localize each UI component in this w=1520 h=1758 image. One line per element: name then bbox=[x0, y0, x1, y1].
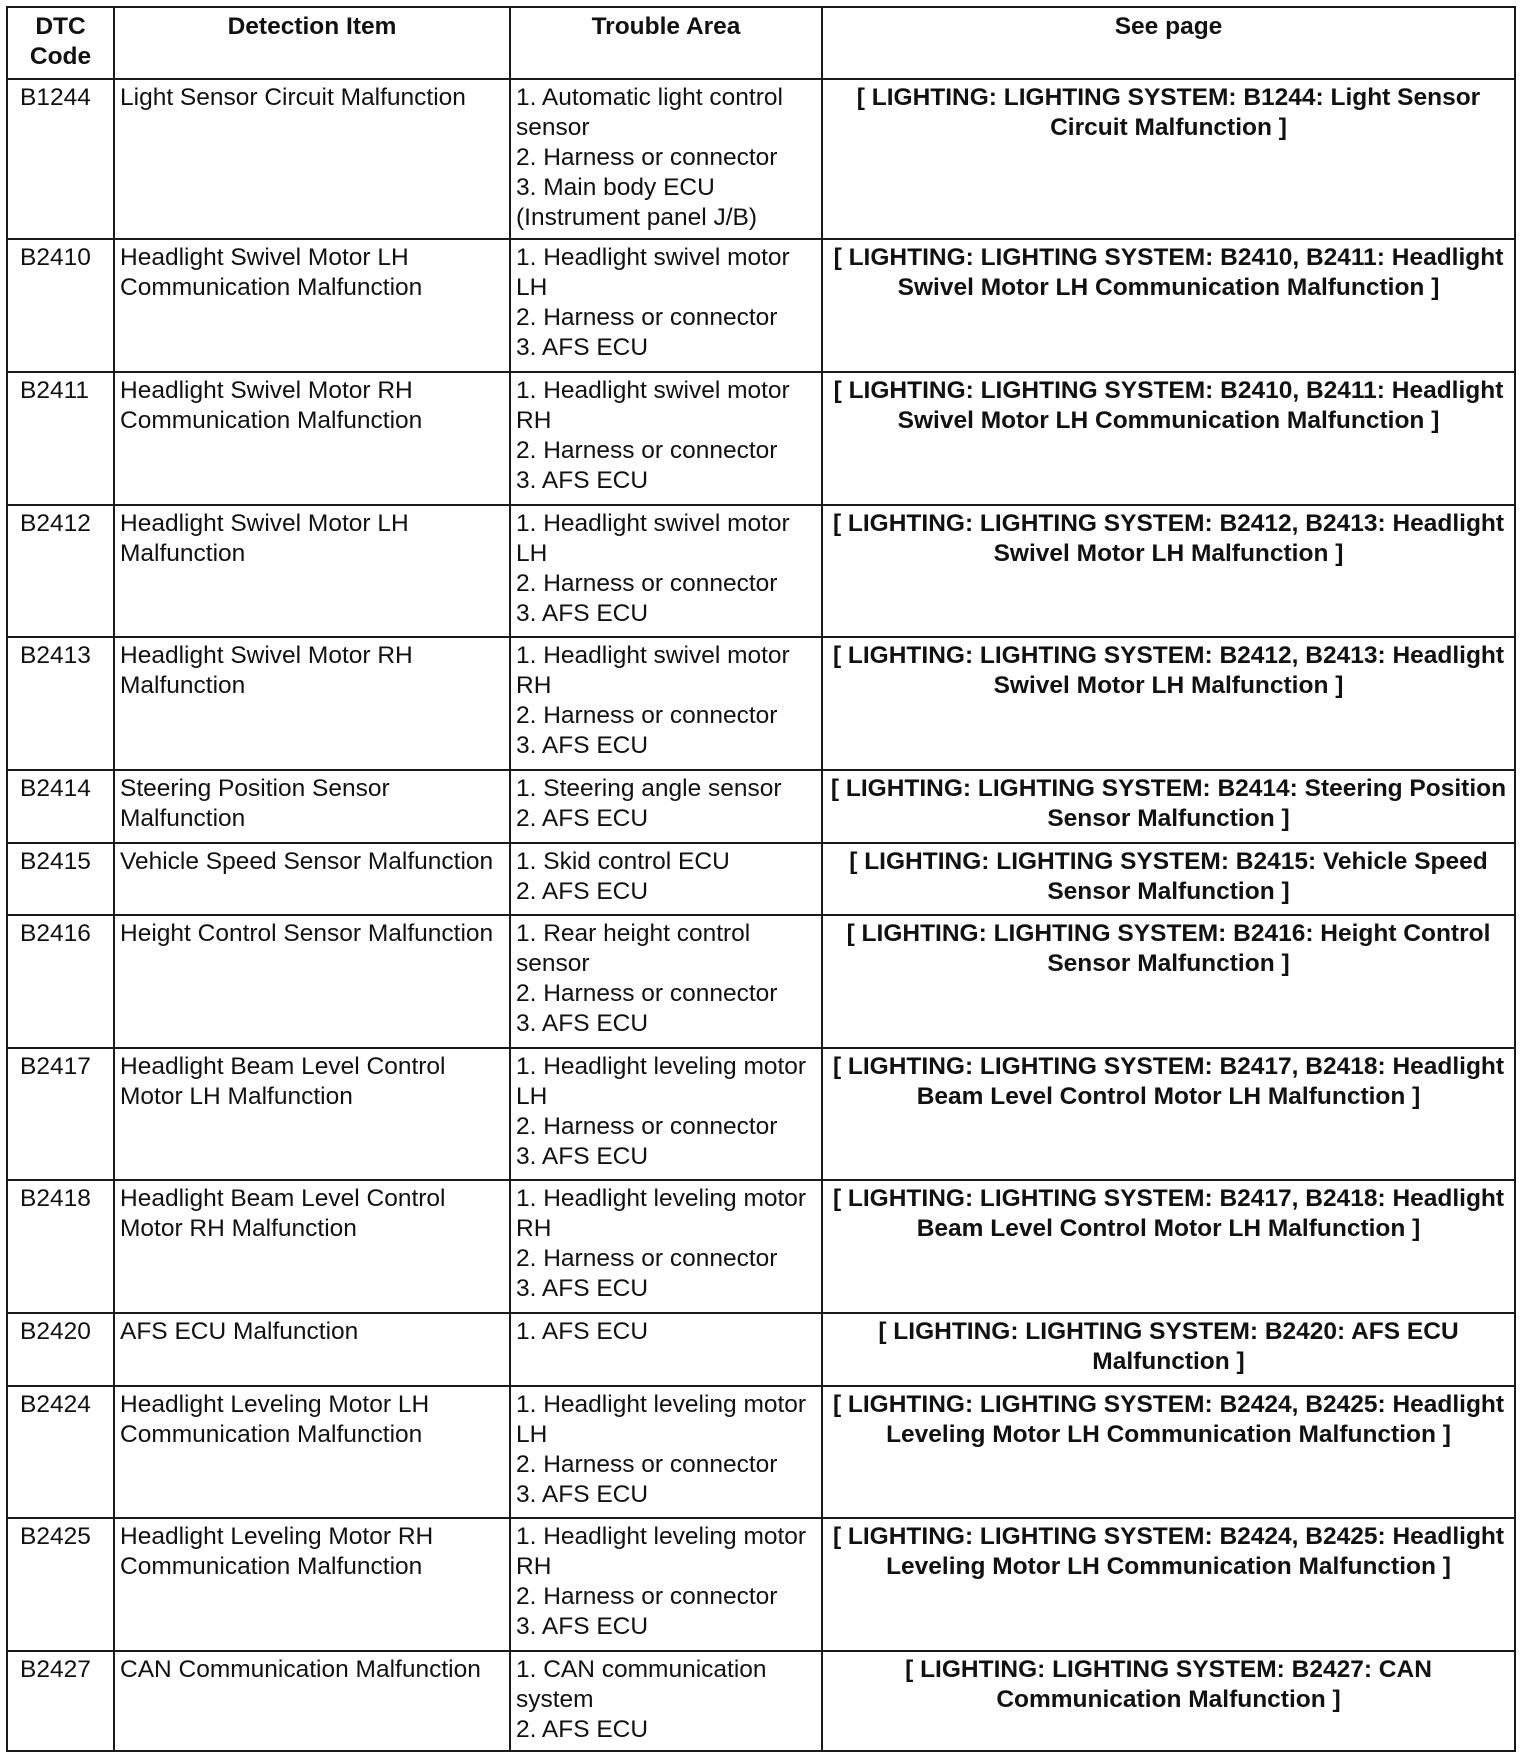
trouble-area-item: 2. Harness or connector bbox=[516, 436, 778, 464]
trouble-area-cell bbox=[510, 770, 822, 842]
trouble-area-item: 3. AFS ECU bbox=[516, 1613, 649, 1641]
trouble-area-item: 2. Harness or connector bbox=[516, 1112, 778, 1140]
dtc-code-cell: B2412 bbox=[7, 505, 114, 638]
see-page-link[interactable]: [ LIGHTING: LIGHTING SYSTEM: B2417, B2418: Headlight Beam Level Control Motor LH Malfunction ] bbox=[822, 1180, 1515, 1313]
table-row bbox=[7, 915, 1515, 1048]
dtc-table bbox=[6, 6, 1516, 1752]
trouble-area-item: 2. AFS ECU bbox=[516, 805, 649, 833]
trouble-area-cell bbox=[510, 1048, 822, 1181]
trouble-area-item: 2. Harness or connector bbox=[516, 569, 778, 597]
trouble-area-cell bbox=[510, 843, 822, 915]
trouble-area-cell bbox=[510, 372, 822, 505]
see-page-link[interactable]: [ LIGHTING: LIGHTING SYSTEM: B2415: Vehicle Speed Sensor Malfunction ] bbox=[822, 843, 1515, 915]
trouble-area-item: 2. Harness or connector bbox=[516, 303, 778, 331]
trouble-area-item: 1. Headlight leveling motor LH bbox=[516, 1390, 807, 1448]
trouble-area-item: 2. Harness or connector bbox=[516, 144, 778, 171]
dtc-code-cell: B2414 bbox=[7, 770, 114, 842]
dtc-code-cell: B2425 bbox=[7, 1518, 114, 1651]
trouble-area-cell bbox=[510, 637, 822, 770]
trouble-area-item: 3. AFS ECU bbox=[516, 599, 649, 627]
dtc-code-cell: B2424 bbox=[7, 1386, 114, 1519]
trouble-area-item: 3. AFS ECU bbox=[516, 1480, 649, 1508]
see-page-link[interactable]: [ LIGHTING: LIGHTING SYSTEM: B2420: AFS ECU Malfunction ] bbox=[822, 1313, 1515, 1385]
trouble-area-cell bbox=[510, 1651, 822, 1751]
trouble-area-item: 1. Headlight leveling motor RH bbox=[516, 1523, 807, 1581]
detection-item-cell: Headlight Swivel Motor RH Malfunction bbox=[114, 637, 510, 770]
dtc-code-cell: B2416 bbox=[7, 915, 114, 1048]
dtc-code-cell: B2415 bbox=[7, 843, 114, 915]
table-row bbox=[7, 637, 1515, 770]
detection-item-cell: CAN Communication Malfunction bbox=[114, 1651, 510, 1751]
header-detection-item: Detection Item bbox=[114, 7, 510, 79]
table-row bbox=[7, 1180, 1515, 1313]
table-row bbox=[7, 1386, 1515, 1519]
dtc-code-cell: B1244 bbox=[7, 79, 114, 239]
detection-item-cell: Headlight Leveling Motor LH Communication Malfunction bbox=[114, 1386, 510, 1519]
detection-item-cell: Headlight Beam Level Control Motor RH Malfunction bbox=[114, 1180, 510, 1313]
trouble-area-cell bbox=[510, 239, 822, 372]
trouble-area-item: 1. Automatic light control sensor bbox=[516, 84, 783, 141]
table-row bbox=[7, 843, 1515, 915]
detection-item-cell: Steering Position Sensor Malfunction bbox=[114, 770, 510, 842]
dtc-code-cell: B2410 bbox=[7, 239, 114, 372]
dtc-table-body bbox=[7, 79, 1515, 1751]
trouble-area-item: 2. Harness or connector bbox=[516, 979, 778, 1007]
see-page-link[interactable]: [ LIGHTING: LIGHTING SYSTEM: B2412, B2413: Headlight Swivel Motor LH Malfunction ] bbox=[822, 637, 1515, 770]
trouble-area-item: 3. AFS ECU bbox=[516, 1275, 649, 1303]
see-page-link[interactable]: [ LIGHTING: LIGHTING SYSTEM: B2410, B2411: Headlight Swivel Motor LH Communication Malfunction ] bbox=[822, 372, 1515, 505]
detection-item-cell: Light Sensor Circuit Malfunction bbox=[114, 79, 510, 239]
dtc-code-cell: B2411 bbox=[7, 372, 114, 505]
dtc-code-cell: B2417 bbox=[7, 1048, 114, 1181]
header-dtc-code: DTC Code bbox=[7, 7, 114, 79]
trouble-area-item: 2. Harness or connector bbox=[516, 1450, 778, 1478]
trouble-area-cell bbox=[510, 1313, 822, 1385]
trouble-area-item: 1. Skid control ECU bbox=[516, 847, 730, 875]
trouble-area-item: 3. AFS ECU bbox=[516, 1142, 649, 1170]
dtc-code-cell: B2420 bbox=[7, 1313, 114, 1385]
trouble-area-item: 2. Harness or connector bbox=[516, 1245, 778, 1273]
table-row bbox=[7, 1313, 1515, 1385]
table-row bbox=[7, 505, 1515, 638]
detection-item-cell: Headlight Swivel Motor LH Communication Malfunction bbox=[114, 239, 510, 372]
table-row bbox=[7, 372, 1515, 505]
dtc-code-cell: B2427 bbox=[7, 1651, 114, 1751]
detection-item-cell: Headlight Swivel Motor RH Communication Malfunction bbox=[114, 372, 510, 505]
trouble-area-cell bbox=[510, 1518, 822, 1651]
trouble-area-item: 2. Harness or connector bbox=[516, 1583, 778, 1611]
detection-item-cell: Headlight Swivel Motor LH Malfunction bbox=[114, 505, 510, 638]
trouble-area-cell bbox=[510, 505, 822, 638]
table-row bbox=[7, 1518, 1515, 1651]
detection-item-cell: AFS ECU Malfunction bbox=[114, 1313, 510, 1385]
see-page-link[interactable]: [ LIGHTING: LIGHTING SYSTEM: B2417, B2418: Headlight Beam Level Control Motor LH Malfunction ] bbox=[822, 1048, 1515, 1181]
trouble-area-item: 1. Steering angle sensor bbox=[516, 775, 782, 803]
trouble-area-item: 2. AFS ECU bbox=[516, 1716, 649, 1744]
see-page-link[interactable]: [ LIGHTING: LIGHTING SYSTEM: B2424, B2425: Headlight Leveling Motor LH Communication Malfunction ] bbox=[822, 1386, 1515, 1519]
trouble-area-item: 1. CAN communication system bbox=[516, 1656, 767, 1714]
detection-item-cell: Headlight Beam Level Control Motor LH Malfunction bbox=[114, 1048, 510, 1181]
trouble-area-item: 1. Headlight swivel motor LH bbox=[516, 243, 790, 301]
trouble-area-item: 3. AFS ECU bbox=[516, 732, 649, 760]
detection-item-cell: Height Control Sensor Malfunction bbox=[114, 915, 510, 1048]
trouble-area-cell bbox=[510, 79, 822, 239]
table-row bbox=[7, 1048, 1515, 1181]
trouble-area-item: 2. Harness or connector bbox=[516, 702, 778, 730]
header-see-page: See page bbox=[822, 7, 1515, 79]
trouble-area-item: 1. Rear height control sensor bbox=[516, 919, 751, 977]
trouble-area-item: 3. AFS ECU bbox=[516, 333, 649, 361]
see-page-link[interactable]: [ LIGHTING: LIGHTING SYSTEM: B2412, B2413: Headlight Swivel Motor LH Malfunction ] bbox=[822, 505, 1515, 638]
see-page-link[interactable]: [ LIGHTING: LIGHTING SYSTEM: B2427: CAN Communication Malfunction ] bbox=[822, 1651, 1515, 1751]
trouble-area-item: 1. AFS ECU bbox=[516, 1318, 649, 1346]
trouble-area-item: 1. Headlight leveling motor RH bbox=[516, 1185, 807, 1243]
see-page-link[interactable]: [ LIGHTING: LIGHTING SYSTEM: B1244: Light Sensor Circuit Malfunction ] bbox=[822, 79, 1515, 239]
detection-item-cell: Vehicle Speed Sensor Malfunction bbox=[114, 843, 510, 915]
dtc-code-cell: B2413 bbox=[7, 637, 114, 770]
trouble-area-cell bbox=[510, 1386, 822, 1519]
trouble-area-item: 1. Headlight swivel motor RH bbox=[516, 376, 790, 434]
trouble-area-item: 2. AFS ECU bbox=[516, 877, 649, 905]
see-page-link[interactable]: [ LIGHTING: LIGHTING SYSTEM: B2416: Height Control Sensor Malfunction ] bbox=[822, 915, 1515, 1048]
table-row bbox=[7, 239, 1515, 372]
trouble-area-cell bbox=[510, 1180, 822, 1313]
trouble-area-item: 3. Main body ECU (Instrument panel J/B) bbox=[516, 174, 758, 231]
trouble-area-item: 1. Headlight swivel motor RH bbox=[516, 642, 790, 700]
table-row bbox=[7, 1651, 1515, 1751]
trouble-area-item: 1. Headlight leveling motor LH bbox=[516, 1052, 807, 1110]
trouble-area-item: 3. AFS ECU bbox=[516, 1009, 649, 1037]
header-trouble-area: Trouble Area bbox=[510, 7, 822, 79]
see-page-link[interactable]: [ LIGHTING: LIGHTING SYSTEM: B2410, B2411: Headlight Swivel Motor LH Communication Malfunction ] bbox=[822, 239, 1515, 372]
trouble-area-item: 3. AFS ECU bbox=[516, 466, 649, 494]
header-row bbox=[7, 7, 1515, 79]
see-page-link[interactable]: [ LIGHTING: LIGHTING SYSTEM: B2424, B2425: Headlight Leveling Motor LH Communication Malfunction ] bbox=[822, 1518, 1515, 1651]
table-row bbox=[7, 770, 1515, 842]
dtc-code-cell: B2418 bbox=[7, 1180, 114, 1313]
table-row bbox=[7, 79, 1515, 239]
trouble-area-cell bbox=[510, 915, 822, 1048]
see-page-link[interactable]: [ LIGHTING: LIGHTING SYSTEM: B2414: Steering Position Sensor Malfunction ] bbox=[822, 770, 1515, 842]
detection-item-cell: Headlight Leveling Motor RH Communication Malfunction bbox=[114, 1518, 510, 1651]
trouble-area-item: 1. Headlight swivel motor LH bbox=[516, 509, 790, 567]
